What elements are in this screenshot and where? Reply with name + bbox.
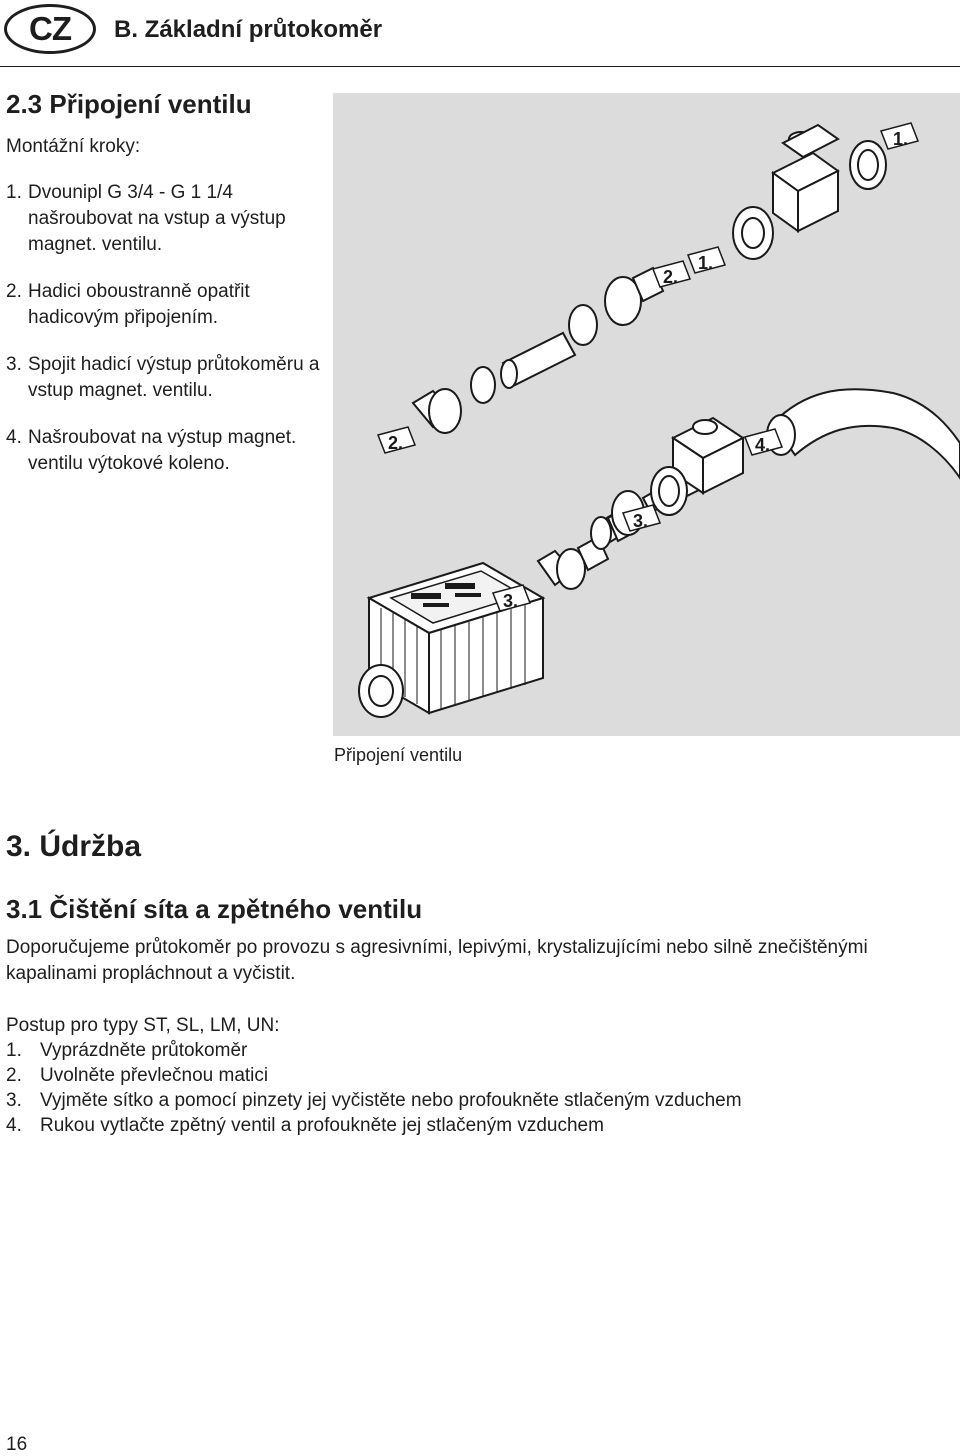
procedure-text: Rukou vytlačte zpětný ventil a profoukněte jej stlačeným vzduchem [40, 1115, 604, 1136]
step-number: 3. [6, 354, 22, 375]
step-text: Našroubovat na výstup magnet. ventilu výtokové koleno. [28, 427, 297, 474]
chapter-title: B. Základní průtokoměr [114, 16, 383, 43]
step-text: Spojit hadicí výstup průtokoměru a vstup magnet. ventilu. [28, 354, 320, 401]
section-title-3: 3. Údržba [6, 830, 142, 863]
section-title-2-3: 2.3 Připojení ventilu [6, 89, 252, 119]
procedure-number: 1. [6, 1040, 22, 1061]
steps-intro: Montážní kroky: [6, 136, 141, 157]
figure-caption: Připojení ventilu [334, 745, 463, 765]
step-label-text: 1. [893, 129, 909, 149]
lower-hose-assembly [538, 491, 663, 589]
step-item [6, 425, 326, 477]
procedure-text: Uvolněte převlečnou matici [40, 1065, 269, 1086]
step-label-text: 3. [633, 511, 649, 531]
procedure-item [6, 1038, 946, 1063]
step-text: Dvounipl G 3/4 - G 1 1/4 našroubovat na vstup a výstup magnet. ventilu. [28, 182, 286, 255]
step-number: 2. [6, 281, 22, 302]
step-text: Hadici oboustranně opatřit hadicovým připojením. [28, 281, 250, 328]
procedure-text: Vyprázdněte průtokoměr [40, 1040, 248, 1061]
step-label-text: 2. [663, 267, 679, 287]
procedure-item [6, 1063, 946, 1088]
step-label-text: 2. [388, 433, 404, 453]
procedure-number: 3. [6, 1090, 22, 1111]
mounting-steps [6, 134, 326, 498]
section-title-3-1: 3.1 Čištění síta a zpětného ventilu [6, 894, 423, 924]
page-number: 16 [6, 1434, 28, 1455]
step-label [688, 247, 725, 273]
upper-hose-assembly [413, 268, 663, 433]
assembly-drawing [333, 93, 960, 736]
upper-valve [733, 125, 886, 259]
procedure-title: Postup pro typy ST, SL, LM, UN: [6, 1015, 280, 1036]
step-item [6, 352, 326, 404]
step-label-text: 1. [698, 253, 714, 273]
language-badge [4, 4, 96, 54]
step-label [378, 427, 415, 453]
language-badge-label: CZ [29, 10, 71, 47]
step-label [653, 261, 690, 287]
valve-connection-figure [333, 93, 960, 736]
step-number: 1. [6, 182, 22, 203]
step-label-text: 4. [755, 435, 771, 455]
step-label-text: 3. [503, 591, 519, 611]
step-item [6, 279, 326, 331]
step-number: 4. [6, 427, 22, 448]
header-divider [0, 66, 960, 67]
procedure-text: Vyjměte sítko a pomocí pinzety jej vyčistěte nebo profoukněte stlačeným vzduchem [40, 1090, 742, 1111]
step-label [881, 123, 918, 149]
outlet-elbow [773, 389, 960, 478]
procedure-number: 2. [6, 1065, 22, 1086]
procedure-block [6, 1013, 946, 1138]
procedure-item [6, 1113, 946, 1138]
procedure-item [6, 1088, 946, 1113]
maintenance-paragraph: Doporučujeme průtokoměr po provozu s agresivními, lepivými, krystalizujícími nebo silně znečištěnými kapalinami propláchnout a vyčistit. [6, 937, 868, 984]
flowmeter-body [359, 563, 543, 717]
lower-valve [651, 418, 743, 515]
step-item [6, 180, 326, 258]
procedure-number: 4. [6, 1115, 22, 1136]
